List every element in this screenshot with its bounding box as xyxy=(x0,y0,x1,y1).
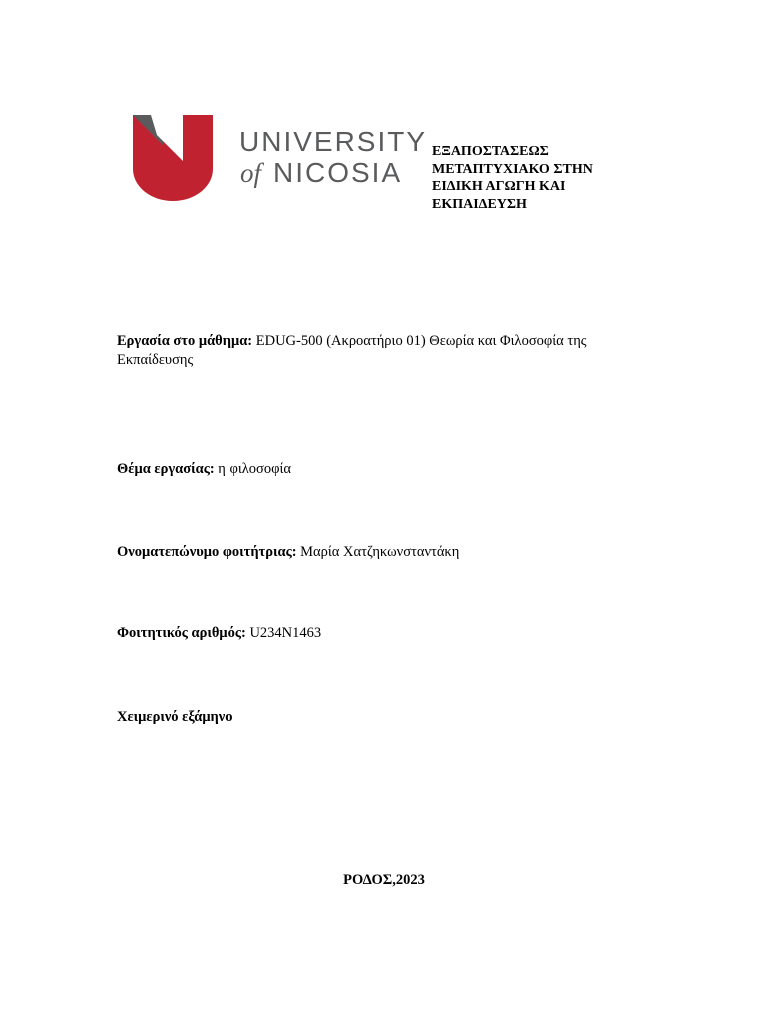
semester-label: Χειμερινό εξάμηνο xyxy=(117,709,233,725)
program-title-line: ΕΞΑΠΟΣΤΑΣΕΩΣ xyxy=(432,144,549,159)
program-title-line: ΜΕΤΑΠΤΥΧΙΑΚΟ ΣΤΗΝ xyxy=(432,161,593,177)
student-name-value: Μαρία Χατζηκωνσταντάκη xyxy=(296,544,460,560)
logo-word-university: UNIVERSITY xyxy=(239,126,428,157)
place-date: ΡΟΔΟΣ,2023 xyxy=(343,872,425,888)
student-name-field xyxy=(117,543,657,562)
topic-value: η φιλοσοφία xyxy=(214,461,291,477)
topic-label: Θέμα εργασίας: xyxy=(117,461,215,477)
course-value: EDUG-500 (Ακροατήριο 01) Θεωρία και Φιλοσοφία της Εκπαίδευσης xyxy=(117,333,587,368)
student-id-value: U234N1463 xyxy=(245,625,322,641)
topic-field xyxy=(117,460,657,479)
student-id-field xyxy=(117,624,657,643)
program-title xyxy=(432,143,662,213)
university-logo xyxy=(133,115,428,205)
logo-word-nicosia: NICOSIA xyxy=(273,157,403,188)
program-title-line: ΕΙΔΙΚΗ ΑΓΩΓΗ ΚΑΙ xyxy=(432,179,566,194)
program-title-line: ΕΚΠΑΙΔΕΥΣΗ xyxy=(432,196,527,212)
student-id-label: Φοιτητικός αριθμός: xyxy=(117,625,246,641)
student-name-label: Ονοματεπώνυμο φοιτήτριας: xyxy=(117,544,297,560)
course-field xyxy=(117,332,657,370)
semester-field xyxy=(117,708,657,727)
course-label: Εργασία στο μάθημα: xyxy=(117,333,253,349)
logo-word-of: of xyxy=(240,158,262,188)
university-logo-mark-icon xyxy=(133,115,213,201)
